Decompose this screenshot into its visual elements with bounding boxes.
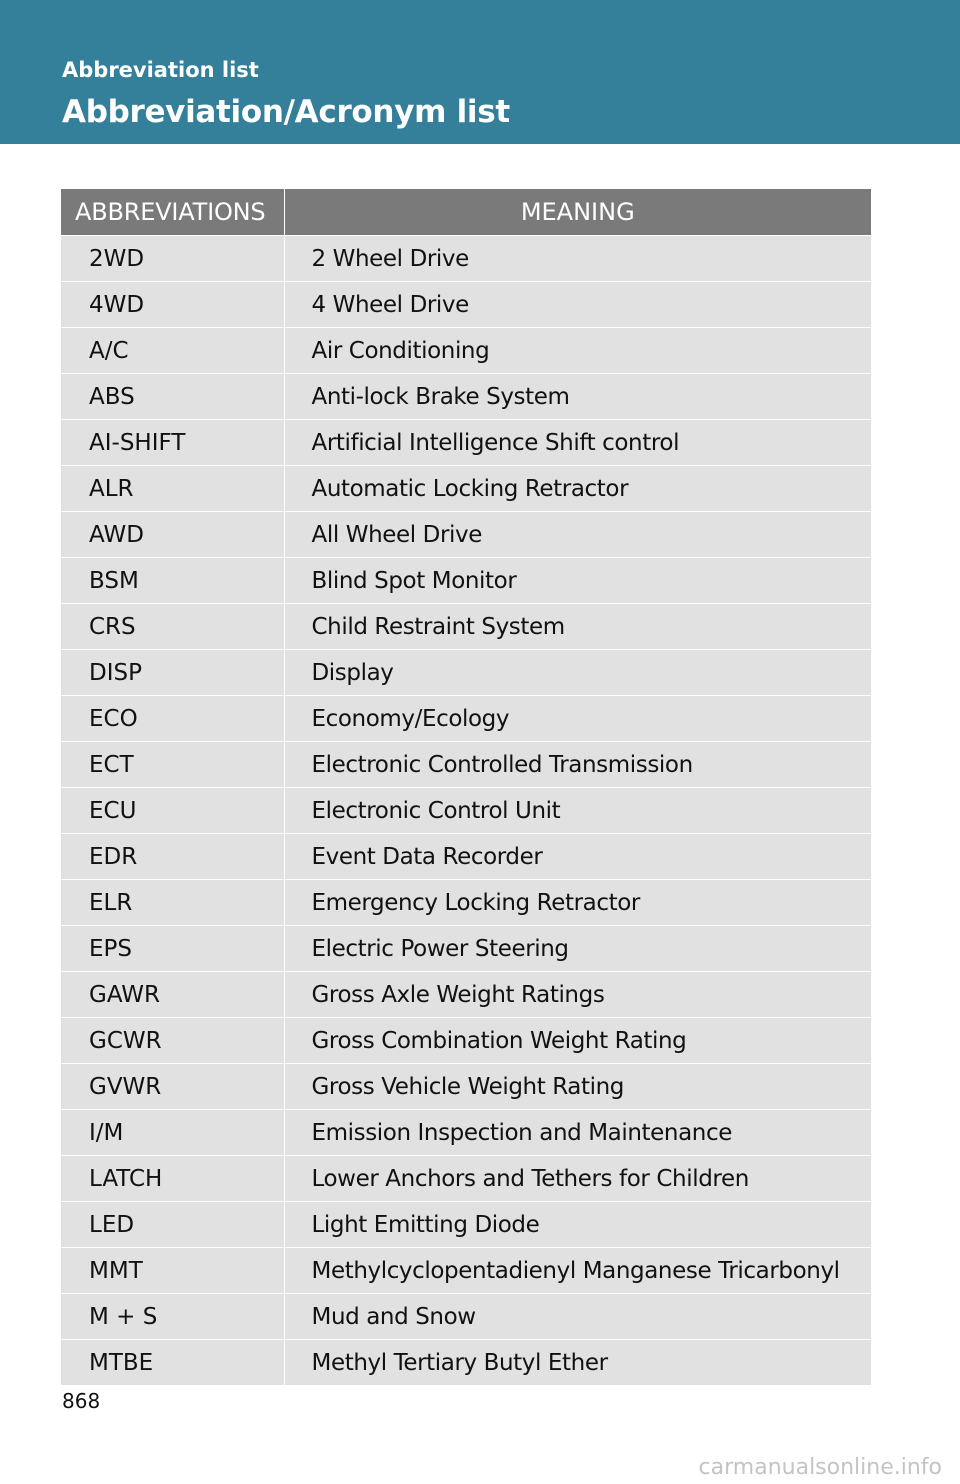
section-label: Abbreviation list <box>62 58 259 82</box>
abbreviation-cell: MMT <box>61 1248 284 1294</box>
table-body <box>61 236 871 1386</box>
meaning-cell: All Wheel Drive <box>284 512 871 558</box>
meaning-cell: Automatic Locking Retractor <box>284 466 871 512</box>
abbreviation-cell: EPS <box>61 926 284 972</box>
page-number: 868 <box>62 1389 101 1413</box>
table-row <box>61 512 871 558</box>
table-header-row <box>61 189 871 236</box>
abbreviation-cell: EDR <box>61 834 284 880</box>
meaning-cell: Methylcyclopentadienyl Manganese Tricarbonyl <box>284 1248 871 1294</box>
abbreviation-table-container <box>61 189 871 1385</box>
column-header-meaning: MEANING <box>284 189 871 236</box>
abbreviation-cell: ALR <box>61 466 284 512</box>
table-row <box>61 1294 871 1340</box>
abbreviation-cell: LED <box>61 1202 284 1248</box>
abbreviation-cell: AWD <box>61 512 284 558</box>
meaning-cell: Lower Anchors and Tethers for Children <box>284 1156 871 1202</box>
table-row <box>61 1248 871 1294</box>
table-row <box>61 558 871 604</box>
table-row <box>61 374 871 420</box>
meaning-cell: 2 Wheel Drive <box>284 236 871 282</box>
abbreviation-cell: ECU <box>61 788 284 834</box>
meaning-cell: Electronic Control Unit <box>284 788 871 834</box>
abbreviation-cell: ECO <box>61 696 284 742</box>
abbreviation-table <box>61 189 871 1385</box>
meaning-cell: Child Restraint System <box>284 604 871 650</box>
meaning-cell: Display <box>284 650 871 696</box>
abbreviation-cell: ECT <box>61 742 284 788</box>
table-row <box>61 1156 871 1202</box>
page-title: Abbreviation/Acronym list <box>62 94 510 130</box>
abbreviation-cell: BSM <box>61 558 284 604</box>
abbreviation-cell: GVWR <box>61 1064 284 1110</box>
table-row <box>61 420 871 466</box>
meaning-cell: Blind Spot Monitor <box>284 558 871 604</box>
table-row <box>61 1110 871 1156</box>
table-row <box>61 282 871 328</box>
abbreviation-cell: ELR <box>61 880 284 926</box>
table-row <box>61 236 871 282</box>
table-row <box>61 788 871 834</box>
abbreviation-cell: I/M <box>61 1110 284 1156</box>
meaning-cell: Air Conditioning <box>284 328 871 374</box>
table-row <box>61 742 871 788</box>
abbreviation-cell: AI-SHIFT <box>61 420 284 466</box>
meaning-cell: Emission Inspection and Maintenance <box>284 1110 871 1156</box>
abbreviation-cell: A/C <box>61 328 284 374</box>
abbreviation-cell: GAWR <box>61 972 284 1018</box>
table-row <box>61 466 871 512</box>
table-row <box>61 834 871 880</box>
watermark-text: carmanualsonline.info <box>698 1455 942 1480</box>
abbreviation-cell: MTBE <box>61 1340 284 1386</box>
table-row <box>61 972 871 1018</box>
abbreviation-cell: DISP <box>61 650 284 696</box>
table-row <box>61 1018 871 1064</box>
abbreviation-cell: ABS <box>61 374 284 420</box>
abbreviation-cell: M + S <box>61 1294 284 1340</box>
table-row <box>61 604 871 650</box>
meaning-cell: Electric Power Steering <box>284 926 871 972</box>
table-row <box>61 650 871 696</box>
table-row <box>61 696 871 742</box>
abbreviation-cell: CRS <box>61 604 284 650</box>
abbreviation-cell: 2WD <box>61 236 284 282</box>
meaning-cell: Methyl Tertiary Butyl Ether <box>284 1340 871 1386</box>
abbreviation-cell: 4WD <box>61 282 284 328</box>
page-header <box>0 0 960 144</box>
table-row <box>61 1340 871 1386</box>
table-row <box>61 1202 871 1248</box>
meaning-cell: Gross Axle Weight Ratings <box>284 972 871 1018</box>
meaning-cell: Anti-lock Brake System <box>284 374 871 420</box>
abbreviation-cell: LATCH <box>61 1156 284 1202</box>
meaning-cell: Mud and Snow <box>284 1294 871 1340</box>
meaning-cell: 4 Wheel Drive <box>284 282 871 328</box>
table-row <box>61 1064 871 1110</box>
table-row <box>61 926 871 972</box>
meaning-cell: Artificial Intelligence Shift control <box>284 420 871 466</box>
meaning-cell: Event Data Recorder <box>284 834 871 880</box>
column-header-abbreviations: ABBREVIATIONS <box>61 189 284 236</box>
meaning-cell: Electronic Controlled Transmission <box>284 742 871 788</box>
abbreviation-cell: GCWR <box>61 1018 284 1064</box>
table-row <box>61 880 871 926</box>
meaning-cell: Gross Vehicle Weight Rating <box>284 1064 871 1110</box>
meaning-cell: Emergency Locking Retractor <box>284 880 871 926</box>
meaning-cell: Economy/Ecology <box>284 696 871 742</box>
table-row <box>61 328 871 374</box>
meaning-cell: Gross Combination Weight Rating <box>284 1018 871 1064</box>
meaning-cell: Light Emitting Diode <box>284 1202 871 1248</box>
